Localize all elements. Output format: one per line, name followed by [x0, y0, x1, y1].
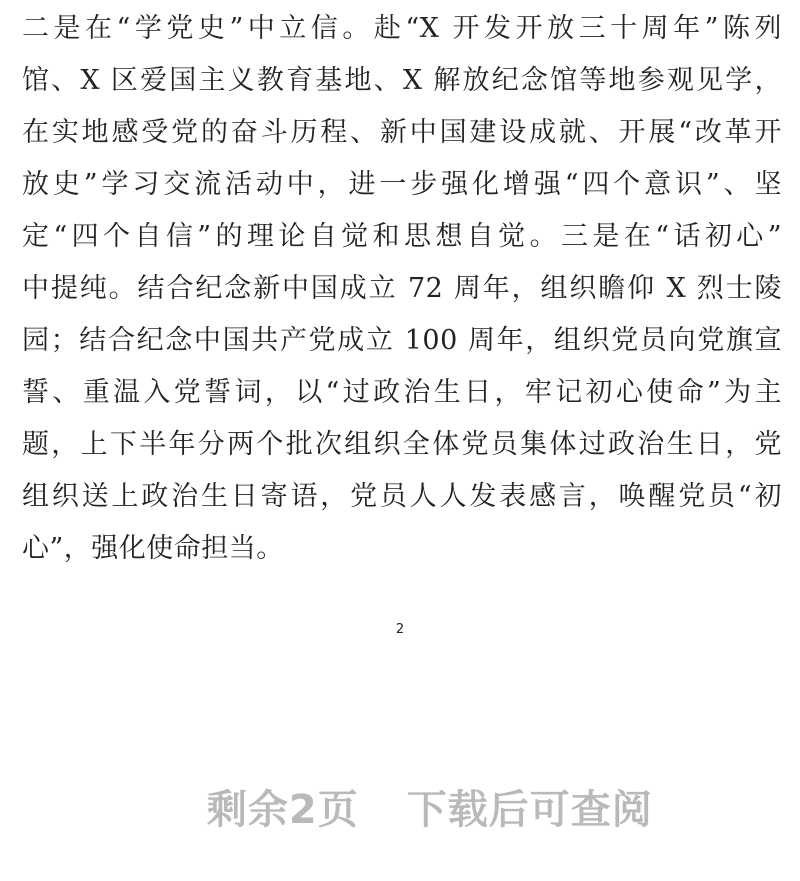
text-line: 题，上下半年分两个批次组织全体党员集体过政治生日，党 [22, 429, 782, 460]
text-line: 在实地感受党的奋斗历程、新中国建设成就、开展“改革开 [22, 117, 782, 148]
text-line: 馆、X 区爱国主义教育基地、X 解放纪念馆等地参观见学， [22, 65, 782, 96]
text-line: 二是在“学党史”中立信。赴“X 开发开放三十周年”陈列 [22, 13, 782, 44]
text-line: 放史”学习交流活动中，进一步强化增强“四个意识”、坚 [22, 169, 782, 200]
text-line: 誓、重温入党誓词，以“过政治生日，牢记初心使命”为主 [22, 377, 782, 408]
text-line: 组织送上政治生日寄语，党员人人发表感言，唤醒党员“初 [22, 481, 782, 512]
download-banner[interactable] [0, 732, 800, 881]
text-line: 中提纯。结合纪念新中国成立 72 周年，组织瞻仰 X 烈士陵 [22, 273, 782, 304]
document-body [22, 3, 782, 575]
remaining-pages-label: 剩余2页 [206, 787, 359, 833]
download-to-view-label: 下载后可查阅 [406, 787, 653, 833]
text-line: 心”，强化使命担当。 [22, 533, 284, 564]
page-number: 2 [395, 622, 405, 637]
text-line: 定“四个自信”的理论自觉和思想自觉。三是在“话初心” [22, 221, 782, 252]
text-line: 园；结合纪念中国共产党成立 100 周年，组织党员向党旗宣 [22, 325, 782, 356]
